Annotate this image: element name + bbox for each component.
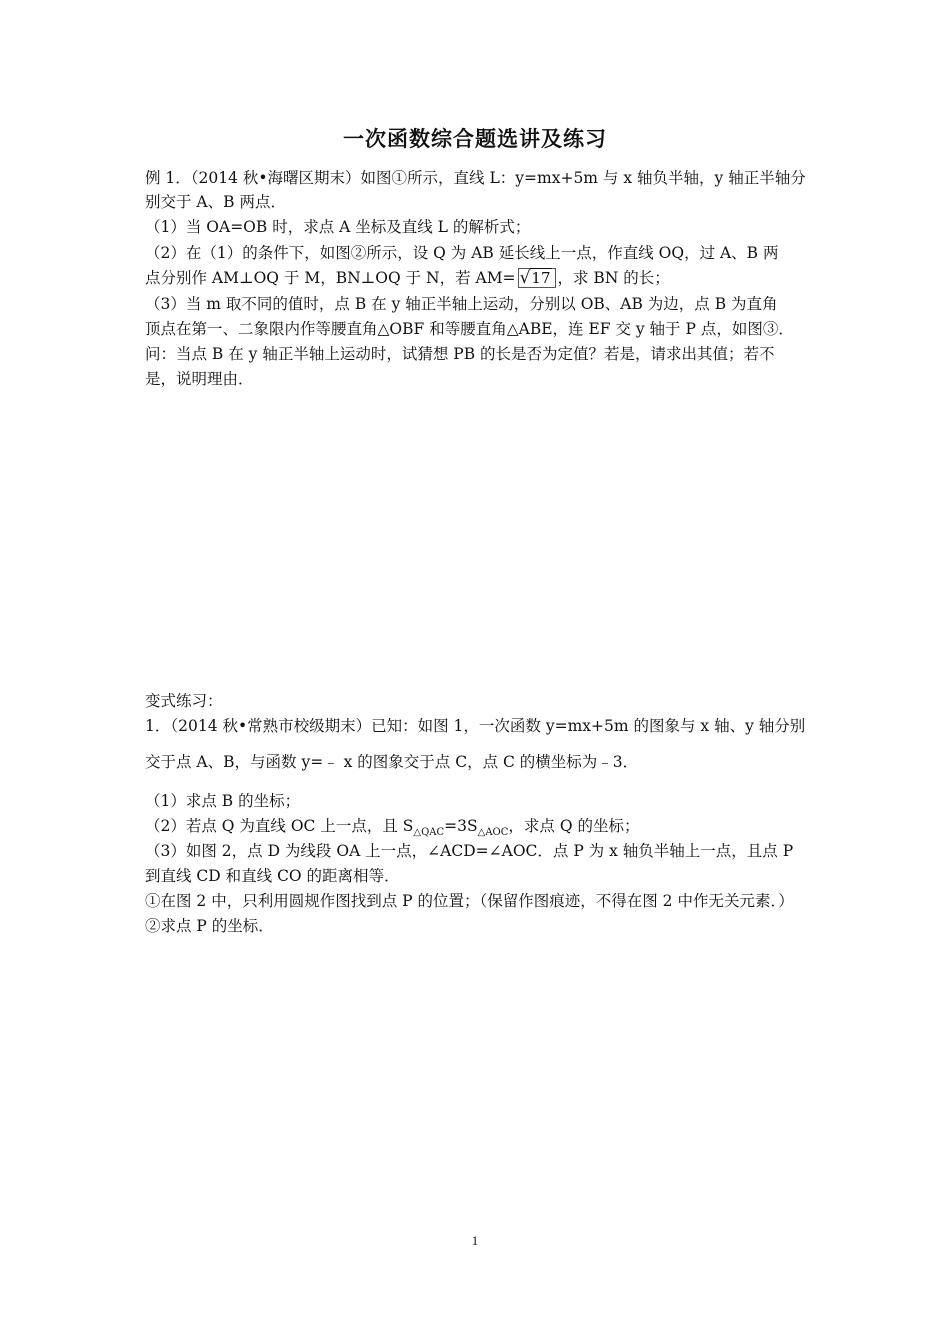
practice-q2-pre: （2）若点 Q 为直线 OC 上一点，且 S [145,817,414,835]
practice-p1-line1: 1．（2014 秋•常熟市校级期末）已知：如图 1，一次函数 y=mx+5m 的图象与 x 轴、y 轴分别 [145,717,806,735]
practice-q3-sub1: ①在图 2 中，只利用圆规作图找到点 P 的位置；（保留作图痕迹，不得在图 2 中作无关元素．） [145,892,794,910]
practice-q3-line1: （3）如图 2，点 D 为线段 OA 上一点，∠ACD=∠AOC．点 P 为 x 轴负半轴上一点，且点 P [145,842,794,860]
page-number: 1 [471,1233,479,1248]
practice-heading: 变式练习： [145,692,223,710]
practice-q3-sub2: ②求点 P 的坐标． [145,917,274,935]
example1-q2-pre: 点分别作 AM⊥OQ 于 M，BN⊥OQ 于 N，若 AM= [145,269,516,287]
practice-q2-sub1: △QAC [413,827,445,839]
example1-q3-line2: 顶点在第一、二象限内作等腰直角△OBF 和等腰直角△ABE，连 EF 交 y 轴于 P 点，如图③． [145,320,794,338]
sqrt-argument: 17 [531,269,551,287]
sqrt-icon: √ [519,268,531,288]
example1-q2-line1: （2）在（1）的条件下，如图②所示，设 Q 为 AB 延长线上一点，作直线 OQ，过 A、B 两 [145,244,779,262]
example1-line1: 例 1．（2014 秋•海曙区期末）如图①所示，直线 L：y=mx+5m 与 x 轴负半轴，y 轴正半轴分 [145,169,806,187]
example1-q3-line4: 是，说明理由． [145,370,254,388]
example1-q1: （1）当 OA=OB 时，求点 A 坐标及直线 L 的解析式； [145,218,531,236]
example1-q2-post: ，求 BN 的长； [557,269,670,287]
example1-q3-line1: （3）当 m 取不同的值时，点 B 在 y 轴正半轴上运动，分别以 OB、AB 为边，点 B 为直角 [145,295,778,313]
sqrt-formula [518,268,556,288]
practice-q3-line2: 到直线 CD 和直线 CO 的距离相等． [145,867,400,885]
example1-q2-line2 [145,268,810,288]
example1-line2: 别交于 A、B 两点． [145,193,286,211]
practice-q2-sub2: △AOC [477,827,509,839]
practice-p1-line2: 交于点 A、B，与函数 y=﹣ x 的图象交于点 C，点 C 的横坐标为﹣3． [145,753,639,771]
practice-q2-mid: =3S [444,817,478,835]
practice-q2 [145,816,810,843]
example1-q3-line3: 问：当点 B 在 y 轴正半轴上运动时，试猜想 PB 的长是否为定值？若是，请求出其值；若不 [145,345,775,363]
practice-q2-post: ，求点 Q 的坐标； [508,817,640,835]
page-title: 一次函数综合题选讲及练习 [343,127,607,151]
practice-q1: （1）求点 B 的坐标； [145,792,301,810]
